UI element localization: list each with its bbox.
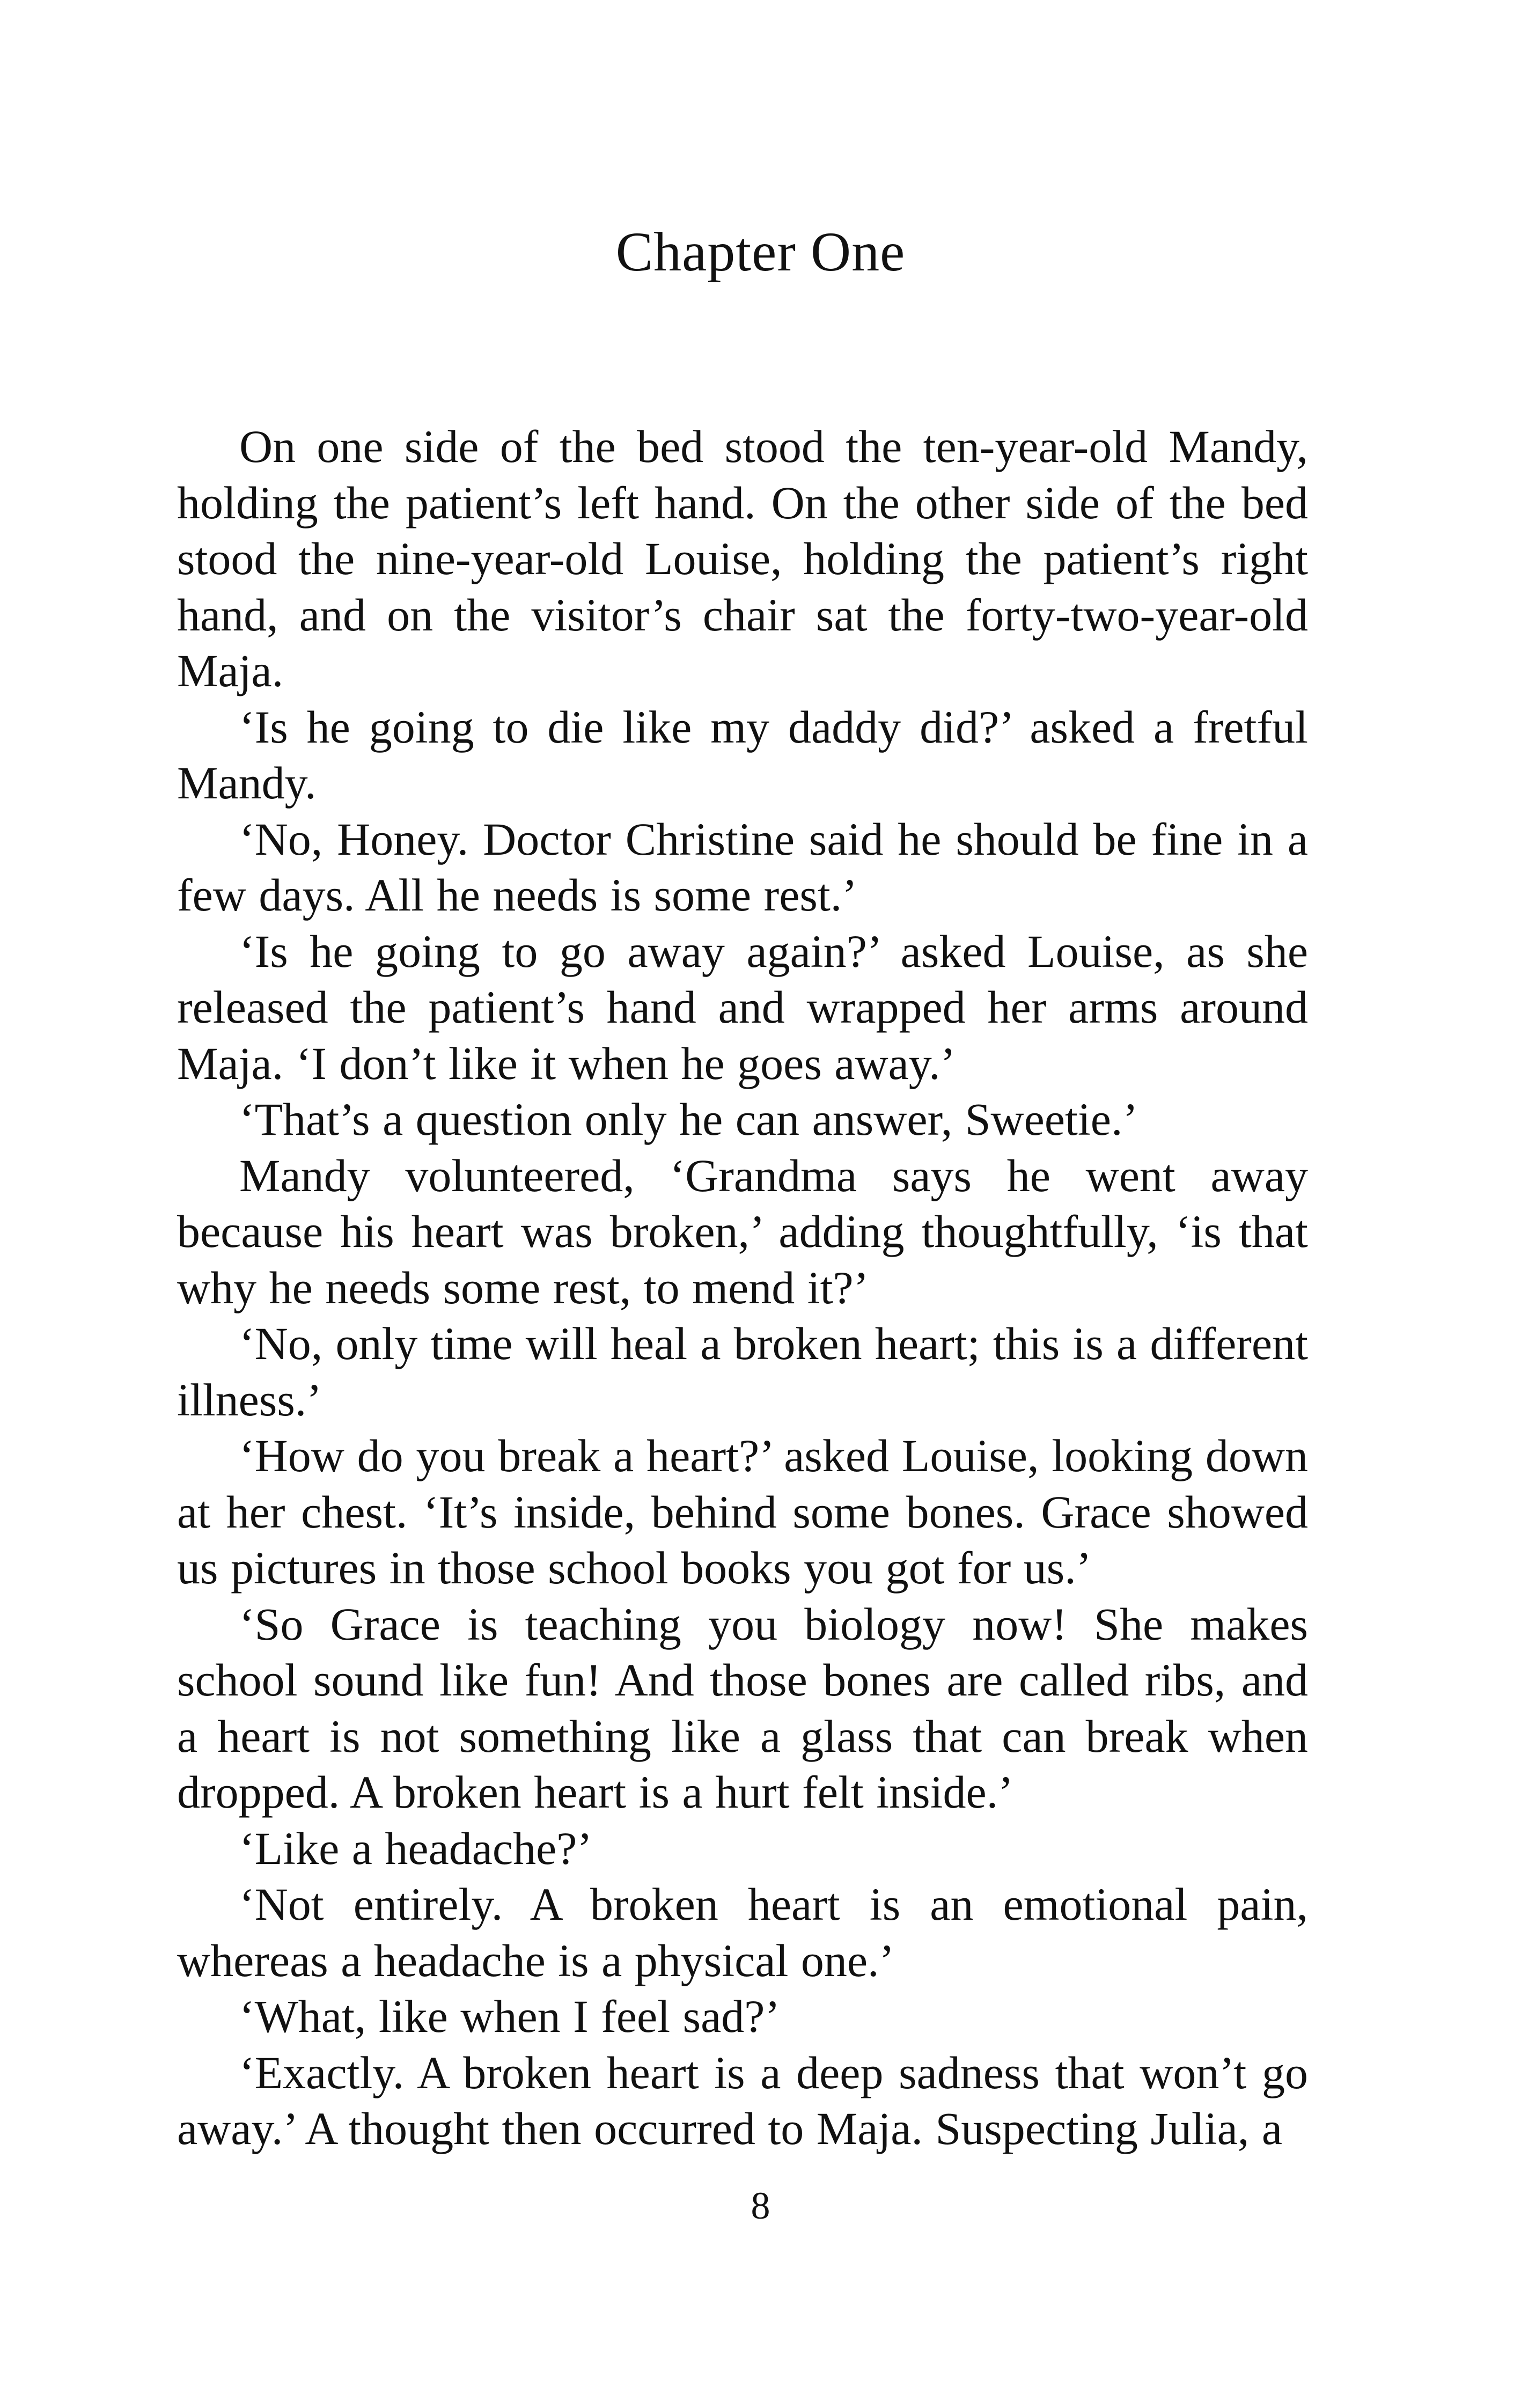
page-number: 8 (751, 2184, 770, 2227)
paragraph: ‘Exactly. A broken heart is a deep sadness that won’t go away.’ A thought then occurred to Maja. Suspecting Julia, a (177, 2046, 1308, 2154)
paragraph: ‘What, like when I feel sad?’ (239, 1991, 781, 2042)
chapter-title: Chapter One (615, 221, 906, 283)
paragraph: ‘Not entirely. A broken heart is an emotional pain, whereas a headache is a physical one.’ (177, 1878, 1308, 1986)
paragraph: ‘That’s a question only he can answer, Sweetie.’ (239, 1093, 1138, 1145)
paragraph: ‘No, only time will heal a broken heart; this is a different illness.’ (177, 1318, 1308, 1426)
paragraph: ‘So Grace is teaching you biology now! She makes school sound like fun! And those bones are called ribs, and a heart is not something like a glass that can break when dropped. A broken heart is a hurt felt inside.’ (177, 1598, 1308, 1818)
paragraph: ‘Is he going to go away again?’ asked Louise, as she released the patient’s hand and wrapped her arms around Maja. ‘I don’t like it when he goes away.’ (177, 925, 1308, 1089)
paragraph: ‘Like a headache?’ (239, 1822, 593, 1874)
paragraph: ‘Is he going to die like my daddy did?’ asked a fretful Mandy. (177, 701, 1308, 809)
body-text (177, 419, 1308, 2157)
paragraph: Mandy volunteered, ‘Grandma says he went away because his heart was broken,’ adding thoughtfully, ‘is that why he needs some rest, to mend it?’ (177, 1149, 1308, 1313)
paragraph: On one side of the bed stood the ten-year-old Mandy, holding the patient’s left hand. On the other side of the bed stood the nine-year-old Louise, holding the patient’s right hand, and on the visitor’s chair sat the forty-two-year-old Maja. (177, 421, 1308, 696)
paragraph: ‘No, Honey. Doctor Christine said he should be fine in a few days. All he needs is some rest.’ (177, 813, 1308, 921)
paragraph: ‘How do you break a heart?’ asked Louise, looking down at her chest. ‘It’s inside, behind some bones. Grace showed us pictures in those school books you got for us.’ (177, 1430, 1308, 1594)
